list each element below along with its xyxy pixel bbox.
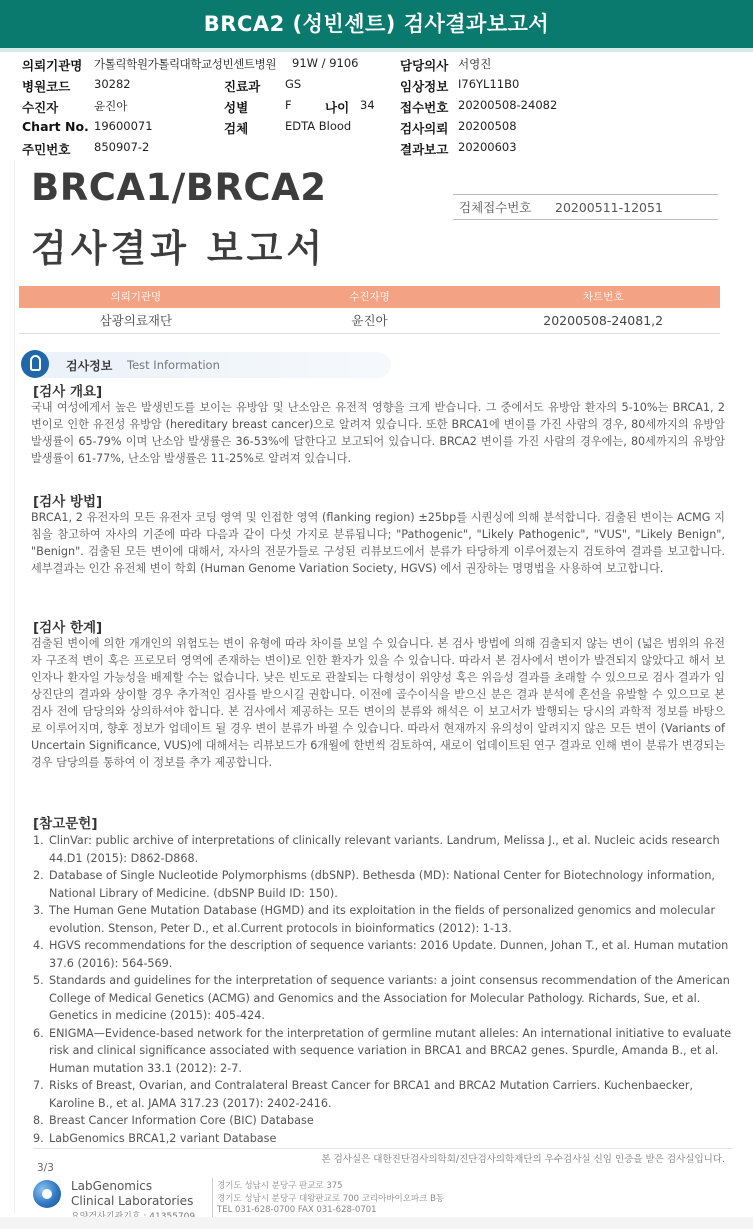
age-label: 나이 — [325, 100, 350, 115]
limit-text: 검출된 변이에 의한 개개인의 위험도는 변이 유형에 따라 차이를 보일 수 있습니다. 본 검사 방법에 의해 검출되지 않는 변이 (넓은 범위의 유전자 구조적 변이 혹은 프로모터 영역에 존재하는 변이)로 인한 환자가 있을 수 있습니다. 따라서 본 검사에서 변이가 발견되지 않았다고 해서 보인자나 환자일 가능성을 배제할 수는 없습니다. 낮은 빈도로 관찰되는 다형성이 위양성 혹은 위음성 결과를 초래할 수 있으므로 검사 결과가 임상진단의 결과와 상이할 경우 추가적인 검사를 받으시길 권합니다. 이전에 골수이식을 받으신 분은 결과 분석에 혼선을 유발할 수 있으므로 본 검사 전에 담당의와 상의하셔야 합니다. 본 검사에서 제공하는 모든 변이의 분류와 해석은 이 보고서가 발행되는 당시의 과학적 정보를 바탕으로 이루어지며, 향후 정보가 업데이트 될 경우 변이 분류가 바뀔 수 있습니다. 따라서 현재까지 유의성이 알려지지 않은 모든 변이 (Variants of Uncertain Significance, VUS)에 대해서는 리뷰보드가 6개월에 한번씩 검토하여, 새로이 업데이트된 연구 결과로 인해 변이 분류가 변경되는 경우 담당의를 통하여 이 정보를 추가 제공합니다. — [31, 637, 725, 769]
table-cell: 윤진아 — [351, 313, 388, 328]
requester-table — [19, 286, 720, 334]
section-banner-subtitle: Test Information — [127, 358, 220, 372]
table-cell: 삼광의료재단 — [99, 313, 173, 328]
table-header-cell: 의뢰기관명 — [110, 291, 162, 303]
reference-text: HGVS recommendations for the description of sequence variants: 2016 Update. Dunnen, Johan T., et al. Human mutation 37.6 (2016): 564-569. — [49, 939, 729, 970]
requester-table-header — [19, 286, 720, 308]
lab-address-1: 경기도 성남시 분당구 판교로 375 — [217, 1181, 343, 1191]
document-subtitle: 검사결과 보고서 — [31, 227, 327, 270]
hosp-code-value: 30282 — [94, 77, 131, 91]
hospital-value: 가톨릭학원가톨릭대학교성빈센트병원 — [94, 57, 277, 71]
lab-name-line2: Clinical Laboratories — [71, 1194, 194, 1208]
table-header-cell: 수진자명 — [349, 291, 390, 303]
method-text: BRCA1, 2 유전자의 모든 유전자 코딩 영역 및 인접한 영역 (flanking region) ±25bp를 시퀀싱에 의해 분석합니다. 검출된 변이는 ACMG 지침을 참고하여 자사의 기준에 따라 다음과 같이 다섯 가지로 분류됩니다; "Pathogenic", "Likely Pathogenic", "VUS", "Likely Benign", "Benign". 검출된 모든 변이에 대해서, 자사의 전문가들로 구성된 리뷰보드에서 분류가 타당하게 이루어졌는지 검토하여 결과를 보고합니다. 세부결과는 인간 유전체 변이 학회 (Human Genome Variation Society, HGVS) 에서 권장하는 명명법을 사용하여 보고합니다. — [31, 511, 725, 575]
bottom-strip — [0, 1217, 753, 1229]
footer-divider — [33, 1148, 733, 1149]
ribbon-icon — [21, 350, 49, 378]
sex-label: 성별 — [224, 100, 249, 115]
page-number: 3/3 — [37, 1162, 54, 1174]
reference-item: 2. Database of Single Nucleotide Polymorphisms (dbSNP). Bethesda (MD): National Center for Biotechnology information, National Library of Medicine. (dbSNP Build ID: 150). — [33, 869, 715, 900]
dept-value: GS — [285, 77, 302, 91]
reference-item: 7. Risks of Breast, Ovarian, and Contralateral Breast Cancer for BRCA1 and BRCA2 Mutation Carriers. Kuchenbaecker, Karoline B., et al. JAMA 317.23 (2017): 2402-2416. — [33, 1079, 694, 1110]
info-row-5 — [22, 140, 742, 161]
reference-text: Breast Cancer Information Core (BIC) Database — [49, 1114, 314, 1127]
report-title-bar — [0, 0, 753, 48]
id-value: 850907-2 — [94, 140, 150, 154]
receipt-label: 접수번호 — [400, 100, 449, 115]
chart-label: Chart No. — [22, 119, 89, 134]
table-cell: 20200508-24081,2 — [543, 313, 664, 328]
patient-info-panel — [22, 56, 742, 161]
reference-item: 5. Standards and guidelines for the interpretation of sequence variants: a joint consensus recommendation of the American College of Medical Genetics (ACMG) and Genomics and the Association for Molecular Pathology. Richards, Sue, et al. Genetics in medicine (2015): 405-424. — [33, 974, 730, 1022]
document-title: BRCA1/BRCA2 — [31, 166, 327, 209]
report-date-value: 20200603 — [458, 140, 517, 154]
title-divider — [0, 48, 753, 52]
ward-value: 91W / 9106 — [292, 56, 359, 70]
references-heading: [참고문헌] — [33, 816, 98, 832]
method-heading: [검사 방법] — [33, 494, 103, 510]
table-header-cell: 차트번호 — [582, 291, 624, 303]
reference-text: Database of Single Nucleotide Polymorphisms (dbSNP). Bethesda (MD): National Center for Biotechnology information, National Library of Medicine. (dbSNP Build ID: 150). — [49, 869, 715, 900]
reference-text: ClinVar: public archive of interpretations of clinically relevant variants. Landrum, Melissa J., et al. Nucleic acids research 44.D1 (2015): D862-D868. — [49, 834, 720, 865]
reference-item: 4. HGVS recommendations for the description of sequence variants: 2016 Update. Dunnen, Johan T., et al. Human mutation 37.6 (2016): 564-569. — [33, 939, 729, 970]
reference-text: The Human Gene Mutation Database (HGMD) and its exploitation in the fields of personalized genomics and molecular evolution. Stenson, Peter D., et al.Current protocols in bioinformatics (2012): 1-13. — [49, 904, 716, 935]
lab-address-2: 경기도 성남시 분당구 대왕판교로 700 코리아바이오파크 B동 — [217, 1194, 445, 1204]
id-label: 주민번호 — [22, 142, 71, 157]
info-row-3 — [22, 98, 742, 119]
report-date-label: 결과보고 — [400, 142, 449, 157]
specimen-receipt-box — [453, 194, 718, 220]
footer-separator — [212, 1178, 213, 1218]
reference-item: 8. Breast Cancer Information Core (BIC) Database — [33, 1114, 314, 1127]
reference-item: 3. The Human Gene Mutation Database (HGMD) and its exploitation in the fields of personalized genomics and molecular evolution. Stenson, Peter D., et al.Current protocols in bioinformatics (2012): 1-13. — [33, 904, 716, 935]
section-banner-title: 검사정보 — [66, 359, 113, 373]
hosp-code-label: 병원코드 — [22, 79, 71, 94]
reference-item: 6. ENIGMA—Evidence-based network for the interpretation of germline mutant alleles: An international initiative to evaluate risk and clinical significance associated with sequence variation in BRCA1 and BRCA2 genes. Spurdle, Amanda B., et al. Human mutation 33.1 (2012): 2-7. — [33, 1026, 732, 1075]
specimen-receipt-value: 20200511-12051 — [555, 200, 663, 215]
reference-item: 1. ClinVar: public archive of interpretations of clinically relevant variants. Landrum, Melissa J., et al. Nucleic acids research 44.D1 (2015): D862-D868. — [33, 834, 720, 865]
labgenomics-logo-icon — [33, 1180, 61, 1208]
overview-text: 국내 여성에게서 높은 발생빈도를 보이는 유방암 및 난소암은 유전적 영향을 크게 받습니다. 그 중에서도 유방암 환자의 5-10%는 BRCA1, 2 변이로 인한 유전성 유방암 (hereditary breast cancer)으로 알려져 있습니다. 또한 BRCA1에 변이를 가진 사람의 경우, 80세까지의 유방암 발생률이 65-79% 이며 난소암 발생률은 36-53%에 달한다고 보고되어 있습니다. BRCA2 변이를 가진 사람의 경우에는, 80세까지의 유방암 발생률이 61-77%, 난소암 발생률은 11-25%로 알려져 있습니다. — [31, 401, 725, 465]
report-title: BRCA2 (성빈센트) 검사결과보고서 — [203, 12, 550, 36]
requester-table-row — [19, 308, 720, 334]
reference-item: 9. LabGenomics BRCA1,2 variant Database — [33, 1131, 277, 1145]
reference-text: ENIGMA—Evidence-based network for the interpretation of germline mutant alleles: An international initiative to evaluate risk and clinical significance associated with sequence variation in BRCA1 and BRCA2 genes. Spurdle, Amanda B., et al. Human mutation 33.1 (2012): 2-7. — [49, 1026, 732, 1075]
request-value: 20200508 — [458, 119, 517, 133]
lab-name-line1: LabGenomics — [71, 1179, 153, 1193]
info-row-1 — [22, 56, 742, 77]
info-row-2 — [22, 77, 742, 98]
reference-text: Standards and guidelines for the interpretation of sequence variants: a joint consensus recommendation of the American College of Medical Genetics (ACMG) and Genomics and the Association for Molecular Pathology. Richards, Sue, et al. Genetics in medicine (2015): 405-424. — [49, 974, 730, 1022]
hospital-label: 의뢰기관명 — [22, 58, 83, 73]
limit-heading: [검사 한계] — [33, 620, 103, 636]
dept-label: 진료과 — [224, 79, 261, 94]
info-row-4 — [22, 119, 742, 140]
chart-value: 19600071 — [94, 119, 153, 133]
age-value: 34 — [360, 98, 375, 112]
reference-text: LabGenomics BRCA1,2 variant Database — [49, 1131, 277, 1145]
references-list — [33, 832, 733, 1147]
reference-text: Risks of Breast, Ovarian, and Contralateral Breast Cancer for BRCA1 and BRCA2 Mutation Carriers. Kuchenbaecker, Karoline B., et al. JAMA 317.23 (2017): 2402-2416. — [49, 1079, 694, 1110]
overview-heading: [검사 개요] — [33, 384, 103, 400]
specimen-label: 검체 — [224, 121, 249, 136]
doctor-value: 서영진 — [458, 57, 492, 71]
lab-contact: TEL 031-628-0700 FAX 031-628-0701 — [217, 1205, 377, 1215]
specimen-receipt-label: 검체접수번호 — [459, 200, 532, 215]
scanned-report-page — [14, 160, 743, 1213]
accreditation-note: 본 검사실은 대한진단검사의학회/진단검사의학재단의 우수검사실 신임 인증을 받은 검사실입니다. — [321, 1154, 725, 1165]
recipient-value: 윤진아 — [94, 99, 128, 113]
receipt-value: 20200508-24082 — [458, 98, 558, 112]
clinical-label: 임상정보 — [400, 79, 449, 94]
specimen-value: EDTA Blood — [285, 119, 352, 133]
recipient-label: 수진자 — [22, 100, 59, 115]
request-label: 검사의뢰 — [400, 121, 449, 136]
sex-value: F — [285, 98, 292, 112]
clinical-value: I76YL11B0 — [458, 77, 520, 91]
doctor-label: 담당의사 — [400, 58, 449, 73]
